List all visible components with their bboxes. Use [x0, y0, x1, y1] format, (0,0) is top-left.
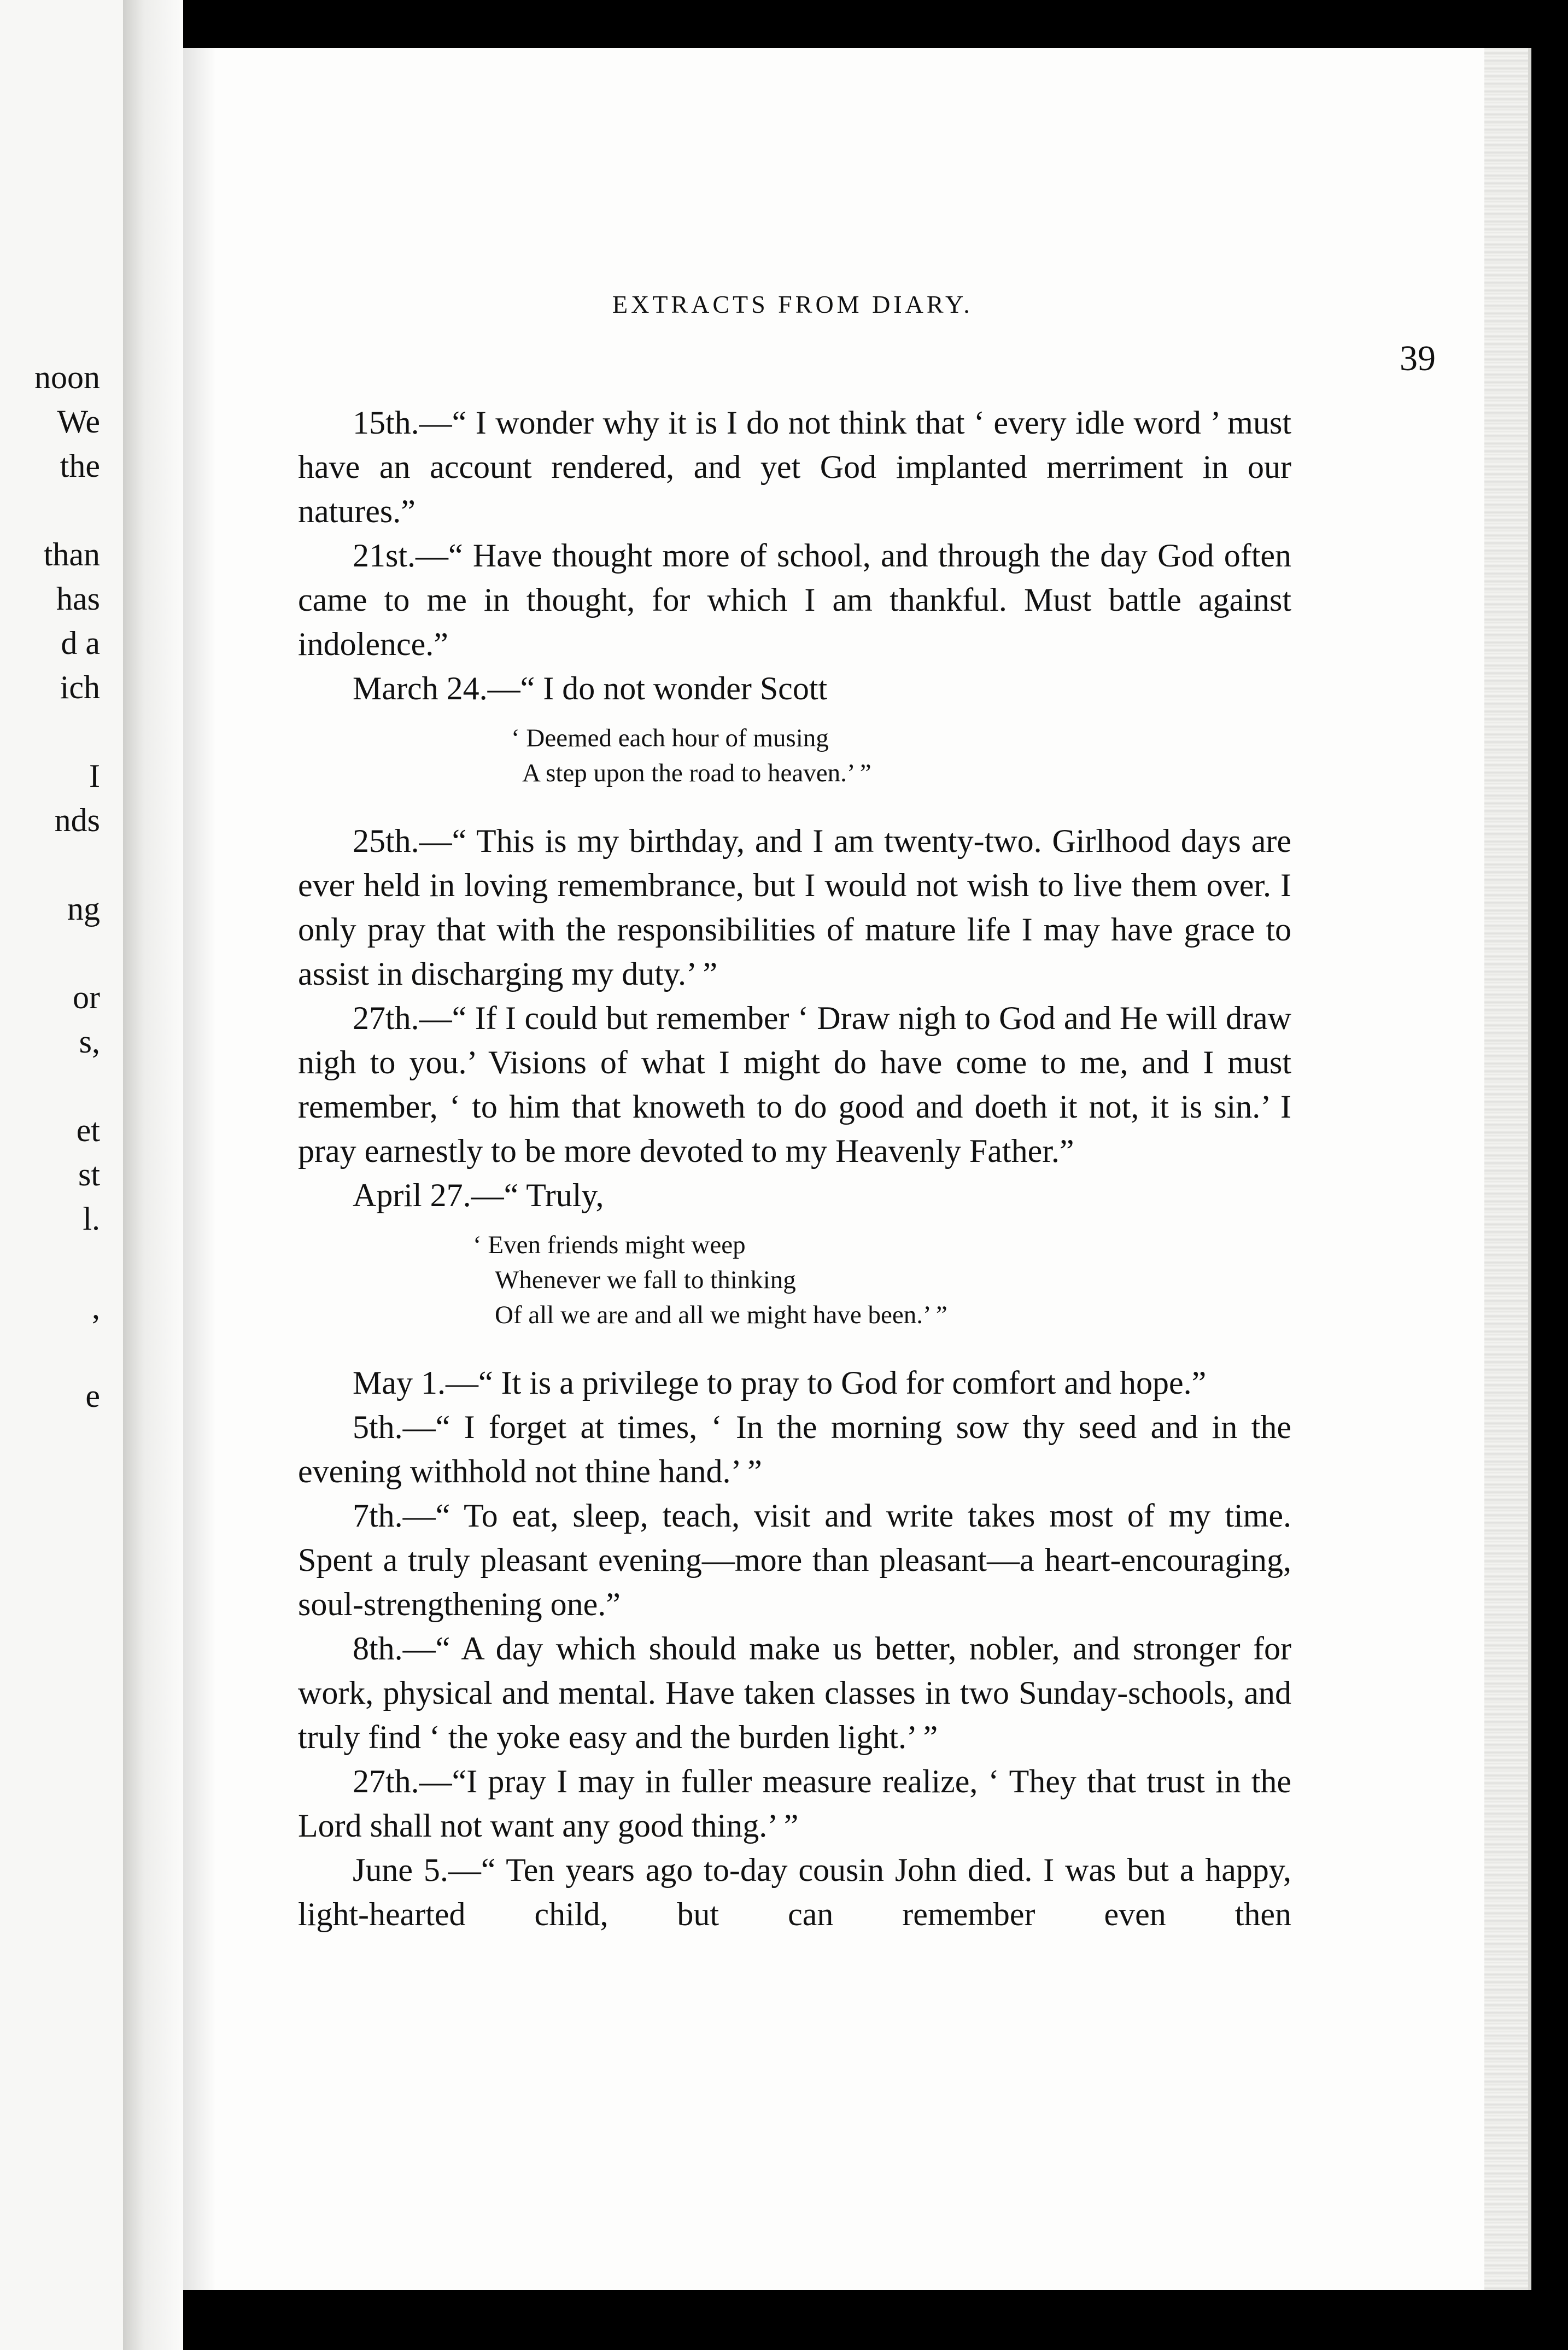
verse-line: Of all we are and all we might have been.’ ”: [495, 1301, 947, 1329]
facing-page-fragment: ich: [60, 669, 100, 705]
verse-line: ‘ Even friends might weep: [473, 1231, 746, 1259]
facing-page-fragment: d a: [61, 625, 100, 661]
facing-page-fragment: nds: [54, 802, 100, 838]
diary-entry: June 5.—“ Ten years ago to-day cousin John died. I was but a happy, light-hearted child, but can remember even then: [298, 1852, 1291, 1932]
facing-page-fragment: than: [43, 536, 100, 572]
page-edge-stack: [1484, 48, 1528, 2290]
facing-page-fragment: the: [60, 448, 100, 484]
diary-entry: 27th.—“I pray I may in fuller measure realize, ‘ They that trust in the Lord shall not want any good thing.’ ”: [298, 1763, 1291, 1844]
verse-line: Whenever we fall to thinking: [495, 1266, 796, 1294]
facing-page-fragment: ng: [67, 891, 100, 927]
facing-page-fragment: l.: [83, 1201, 100, 1237]
book-gutter: [123, 0, 183, 2350]
facing-page-fragment: has: [56, 581, 100, 617]
diary-entry: March 24.—“ I do not wonder Scott: [353, 670, 828, 706]
running-head: EXTRACTS FROM DIARY.: [612, 290, 973, 318]
verse-line: ‘ Deemed each hour of musing: [511, 724, 829, 752]
diary-entry: April 27.—“ Truly,: [353, 1177, 604, 1213]
verse-line: A step upon the road to heaven.’ ”: [522, 759, 871, 787]
verse-quotation: [298, 1227, 1291, 1332]
facing-page-fragment: noon: [34, 359, 100, 395]
diary-entry: 25th.—“ This is my birthday, and I am twenty-two. Girlhood days are ever held in loving remembrance, but I would not wish to live them over. I only pray that with the responsibilities of mature life I may have grace to assist in discharging my duty.’ ”: [298, 823, 1291, 992]
diary-text: [298, 401, 1291, 1937]
diary-entry: 27th.—“ If I could but remember ‘ Draw nigh to God and He will draw nigh to you.’ Visions of what I might do have come to me, and I must remember, ‘ to him that knoweth to do good and doeth it not, it is sin.’ I pray earnestly to be more devoted to my Heavenly Father.”: [298, 1000, 1291, 1169]
facing-page-fragment: I: [89, 758, 100, 794]
diary-entry: 8th.—“ A day which should make us better, nobler, and stronger for work, physical and mental. Have taken classes in two Sunday-schools, and truly find ‘ the yoke easy and the burden light.’ ”: [298, 1630, 1291, 1755]
diary-entry: 15th.—“ I wonder why it is I do not think that ‘ every idle word ’ must have an account rendered, and yet God implanted merriment in our natures.”: [298, 405, 1291, 529]
facing-page-fragment: ,: [92, 1289, 100, 1325]
diary-entry: 21st.—“ Have thought more of school, and through the day God often came to me in thought, for which I am thankful. Must battle against indolence.”: [298, 537, 1291, 662]
facing-page-fragment: s,: [79, 1024, 100, 1060]
facing-page-fragment: We: [57, 404, 100, 440]
book-page: [183, 48, 1531, 2290]
diary-entry: May 1.—“ It is a privilege to pray to God for comfort and hope.”: [353, 1365, 1207, 1401]
gutter-shadow: [183, 48, 216, 2290]
facing-page-fragment: e: [85, 1378, 100, 1414]
diary-entry: 7th.—“ To eat, sleep, teach, visit and write takes most of my time. Spent a truly pleasant evening—more than pleasant—a heart-encouraging, soul-strengthening one.”: [298, 1498, 1291, 1622]
facing-page-strip: [0, 0, 123, 2350]
facing-page-fragment: et: [76, 1112, 100, 1148]
facing-page-fragment: or: [73, 979, 100, 1015]
verse-quotation: [298, 721, 1291, 791]
page-number: 39: [1400, 338, 1436, 378]
diary-entry: 5th.—“ I forget at times, ‘ In the morning sow thy seed and in the evening withhold not thine hand.’ ”: [298, 1409, 1291, 1489]
facing-page-fragment: st: [78, 1156, 100, 1192]
